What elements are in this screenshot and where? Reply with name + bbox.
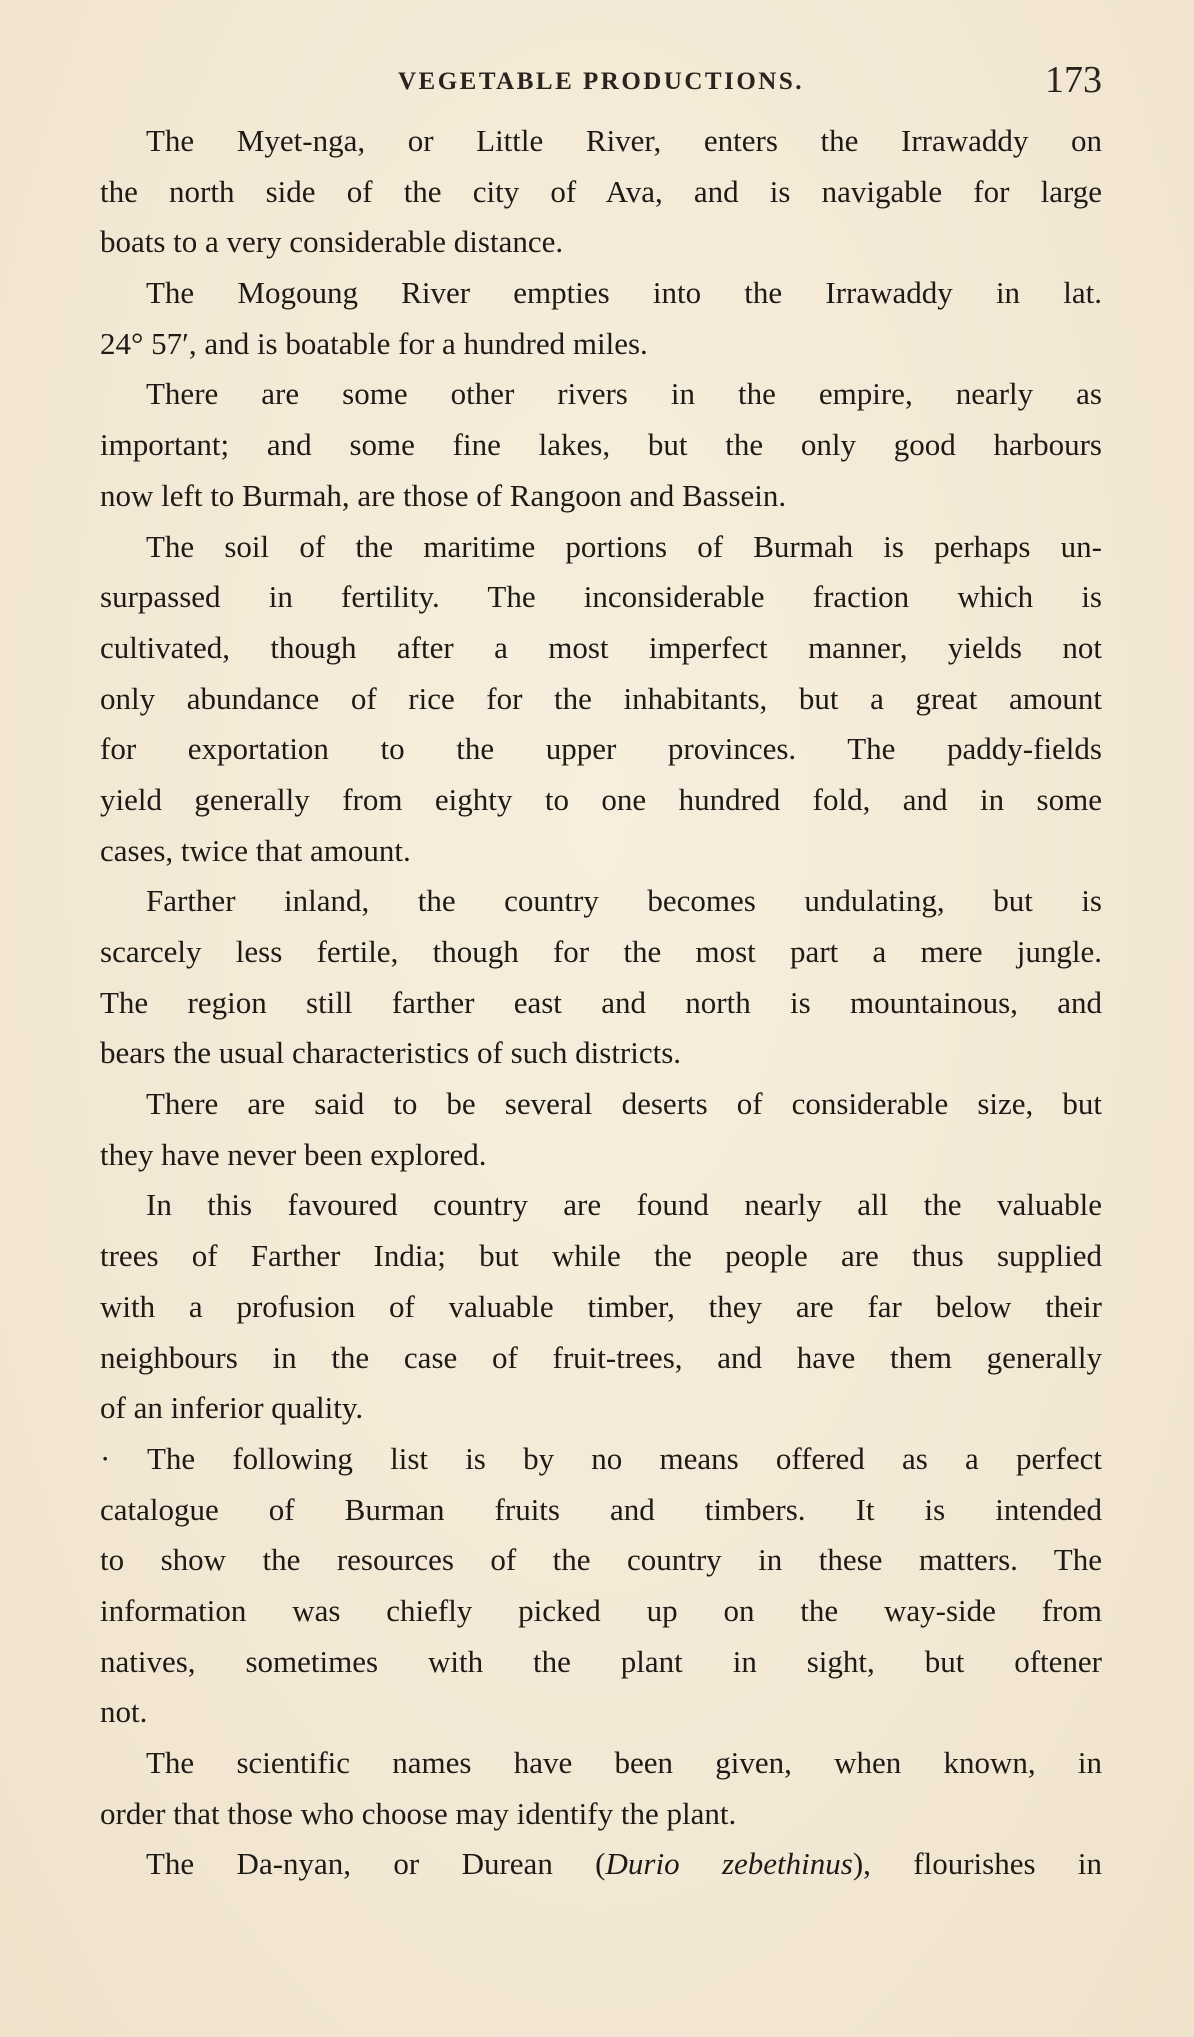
body-text (100, 116, 1102, 1890)
text-line: order that those who choose may identify the plant. (100, 1795, 737, 1831)
text-line: important; and some fine lakes, but the only good harbours (100, 427, 1102, 463)
text-line: In this favoured country are found nearly all the valuable (146, 1187, 1102, 1223)
text-line: cases, twice that amount. (100, 832, 411, 868)
text-line: Farther inland, the country becomes undulating, but is (146, 883, 1102, 919)
text-line: · The following list is by no means offered as a perfect (100, 1440, 1102, 1476)
text-line: 24° 57′, and is boatable for a hundred miles. (100, 325, 648, 361)
text-line: catalogue of Burman fruits and timbers. It is intended (100, 1491, 1102, 1527)
text-line: to show the resources of the country in these matters. The (100, 1542, 1102, 1578)
text-line: for exportation to the upper provinces. The paddy-fields (100, 731, 1102, 767)
text-line: the north side of the city of Ava, and is navigable for large (100, 173, 1102, 209)
text-line: now left to Burmah, are those of Rangoon and Bassein. (100, 477, 787, 513)
text-line: information was chiefly picked up on the way-side from (100, 1592, 1102, 1628)
text-line: cultivated, though after a most imperfect manner, yields not (100, 629, 1102, 665)
scientific-name: Durio zebethinus (605, 1846, 853, 1882)
text-line: with a profusion of valuable timber, they are far below their (100, 1288, 1102, 1324)
text-line: The Myet-nga, or Little River, enters the Irrawaddy on (146, 123, 1102, 158)
text-line: yield generally from eighty to one hundred fold, and in some (100, 781, 1102, 817)
text-line: The scientific names have been given, when known, in (146, 1745, 1102, 1780)
running-head: VEGETABLE PRODUCTIONS. (398, 68, 804, 95)
text-line: neighbours in the case of fruit-trees, and have them generally (100, 1339, 1102, 1375)
text-line: The soil of the maritime portions of Burmah is perhaps un- (146, 528, 1102, 564)
text-line: There are said to be several deserts of considerable size, but (146, 1086, 1102, 1122)
text-line: The region still farther east and north is mountainous, and (100, 984, 1102, 1020)
text-line: boats to a very considerable distance. (100, 224, 564, 260)
text-line: not. (100, 1694, 148, 1730)
text-line: they have never been explored. (100, 1136, 487, 1172)
text-line: bears the usual characteristics of such districts. (100, 1035, 682, 1071)
text-line: There are some other rivers in the empire, nearly as (146, 376, 1102, 412)
text-line: The Mogoung River empties into the Irrawaddy in lat. (146, 275, 1102, 311)
final-line-before: The Da-nyan, or Durean ( (146, 1846, 606, 1882)
page-number: 173 (1045, 59, 1102, 101)
page-header (100, 58, 1102, 104)
text-lines (100, 116, 1102, 1839)
text-line: natives, sometimes with the plant in sight, but oftener (100, 1643, 1102, 1679)
text-line: surpassed in fertility. The inconsiderable fraction which is (100, 579, 1102, 615)
text-line: only abundance of rice for the inhabitants, but a great amount (100, 680, 1102, 716)
text-line: of an inferior quality. (100, 1390, 364, 1426)
text-line-final (100, 1839, 1102, 1890)
final-line-after: ), flourishes in (852, 1846, 1102, 1882)
text-line: scarcely less fertile, though for the most part a mere jungle. (100, 934, 1102, 969)
text-line: trees of Farther India; but while the people are thus supplied (100, 1238, 1102, 1274)
